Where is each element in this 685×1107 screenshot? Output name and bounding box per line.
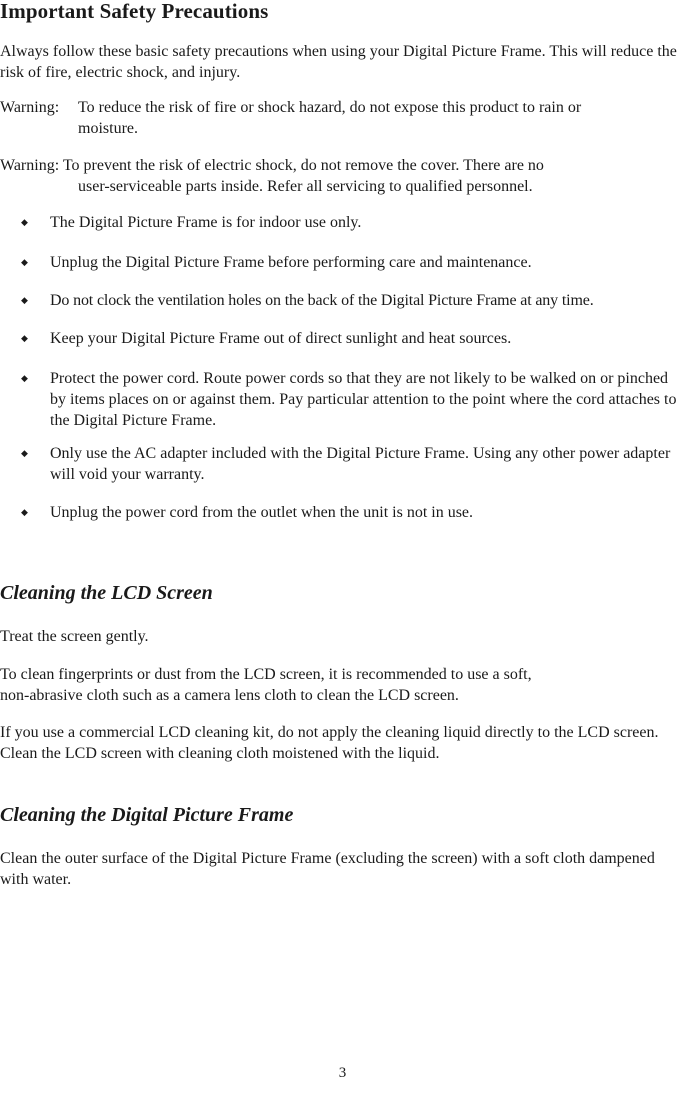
list-item bbox=[0, 290, 685, 311]
warning-shock bbox=[0, 155, 684, 197]
warning-text-line2: moisture. bbox=[78, 120, 138, 137]
list-item bbox=[0, 328, 685, 349]
bullet-text: The Digital Picture Frame is for indoor use only. bbox=[50, 214, 362, 231]
lcd-paragraph: If you use a commercial LCD cleaning kit, do not apply the cleaning liquid directly to the LCD screen. Clean the LCD screen with cleaning cloth moistened with the liquid. bbox=[0, 724, 659, 762]
diamond-bullet-icon: ◆ bbox=[21, 257, 28, 267]
diamond-bullet-icon: ◆ bbox=[21, 333, 28, 343]
warning-label: Warning: bbox=[0, 99, 60, 116]
bullet-text: Protect the power cord. Route power cords so that they are not likely to be walked on or pinched by items places on or against them. Pay particular attention to the point where the cord attaches to the Digital Picture Frame. bbox=[50, 370, 677, 429]
section-heading-lcd: Cleaning the LCD Screen bbox=[0, 582, 213, 604]
lcd-paragraph: To clean fingerprints or dust from the LCD screen, it is recommended to use a soft, bbox=[0, 666, 532, 683]
intro-paragraph: Always follow these basic safety precautions when using your Digital Picture Frame. This will reduce the risk of fire, electric shock, and injury. bbox=[0, 43, 677, 81]
page-number: 3 bbox=[338, 1065, 347, 1081]
diamond-bullet-icon: ◆ bbox=[21, 373, 28, 383]
warning-text-line1: To prevent the risk of electric shock, do not remove the cover. There are no bbox=[62, 157, 544, 174]
bullet-text: Unplug the power cord from the outlet when the unit is not in use. bbox=[50, 504, 474, 521]
list-item bbox=[0, 252, 685, 273]
lcd-paragraph: non-abrasive cloth such as a camera lens cloth to clean the LCD screen. bbox=[0, 687, 459, 704]
bullet-text: Do not clock the ventilation holes on the back of the Digital Picture Frame at any time. bbox=[50, 292, 594, 309]
lcd-paragraph: Treat the screen gently. bbox=[0, 628, 149, 645]
diamond-bullet-icon: ◆ bbox=[21, 507, 28, 517]
diamond-bullet-icon: ◆ bbox=[21, 448, 28, 458]
page-title: Important Safety Precautions bbox=[0, 0, 269, 23]
warning-text-line1: To reduce the risk of fire or shock hazard, do not expose this product to rain or bbox=[78, 99, 582, 116]
warning-rain bbox=[0, 97, 684, 139]
warning-label: Warning: bbox=[0, 157, 60, 174]
warning-text-line2: user-serviceable parts inside. Refer all servicing to qualified personnel. bbox=[78, 178, 533, 195]
frame-paragraph: Clean the outer surface of the Digital Picture Frame (excluding the screen) with a soft cloth dampened with water. bbox=[0, 850, 655, 888]
list-item bbox=[0, 212, 685, 233]
diamond-bullet-icon: ◆ bbox=[21, 295, 28, 305]
list-item bbox=[0, 368, 685, 431]
list-item bbox=[0, 502, 685, 523]
list-item bbox=[0, 443, 685, 485]
bullet-text: Keep your Digital Picture Frame out of direct sunlight and heat sources. bbox=[50, 330, 512, 347]
section-heading-frame: Cleaning the Digital Picture Frame bbox=[0, 804, 294, 826]
diamond-bullet-icon: ◆ bbox=[21, 217, 28, 227]
bullet-text: Only use the AC adapter included with the Digital Picture Frame. Using any other power adapter will void your warranty. bbox=[50, 445, 671, 483]
bullet-text: Unplug the Digital Picture Frame before performing care and maintenance. bbox=[50, 254, 532, 271]
